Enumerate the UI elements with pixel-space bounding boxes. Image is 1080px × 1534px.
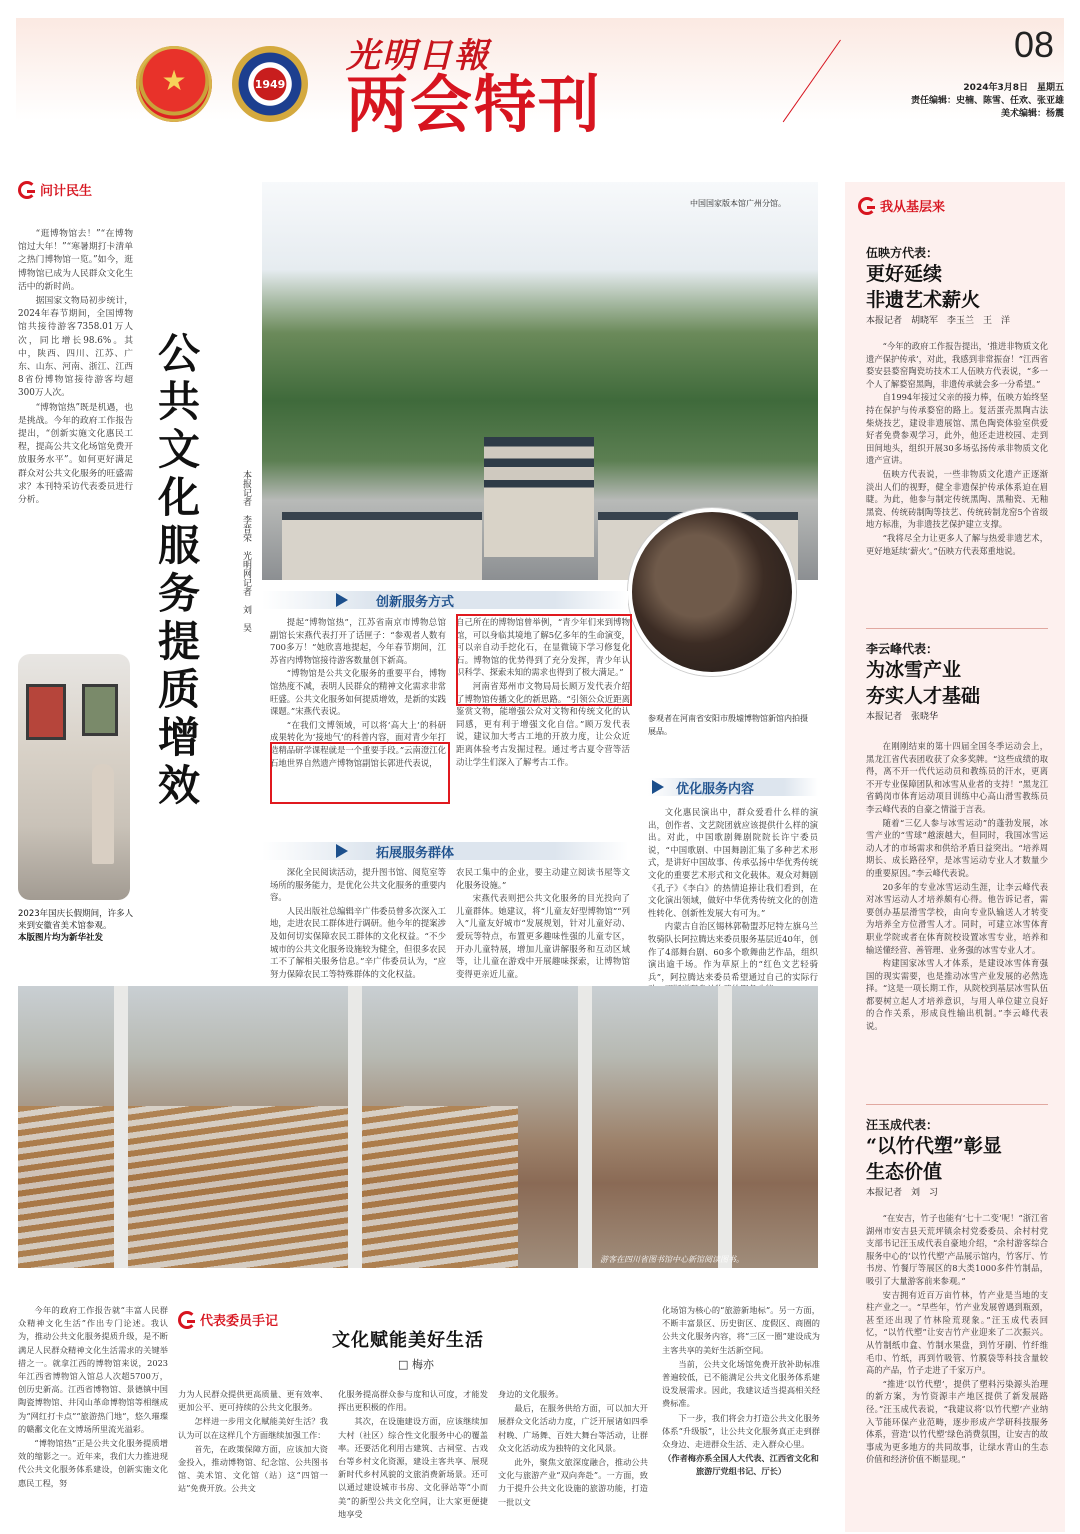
guangming-g-icon — [178, 1311, 196, 1329]
notes-paragraph: 身边的文化服务。 — [498, 1389, 564, 1399]
notes-paragraph: 此外，聚焦文旅深度融合，推动公共文化与旅游产业“双向奔赴”。一方面，致力于提升公共文化设施的旅游功能，打造一批以文 — [498, 1457, 648, 1507]
rep-paragraph: 20多年的专业冰雪运动生涯，让李云峰代表对冰雪运动人才培养颇有心得。他告诉记者，需要创办基层滑雪学校，由向专业队输送人才转变为培养全方位滑雪人才。同时，可建立冰雪体育职业学院或者在体育院校设置冰雪专业，培养和输送懂经营、善管理、业务强的冰雪专业人才。 — [866, 881, 1048, 955]
section-label: 问计民生 — [40, 184, 93, 199]
author-note: （作者梅亦系全国人大代表、江西省文化和旅游厅党组书记、厅长） — [663, 1453, 819, 1477]
painting — [26, 684, 66, 740]
rep-article — [866, 740, 1048, 1034]
highlight-box — [270, 742, 450, 804]
triangle-icon — [336, 593, 348, 607]
library-photo-caption: 游客在四川省图书馆中心新馆阅读图书。 — [600, 1255, 744, 1264]
rep-paragraph: 在刚刚结束的第十四届全国冬季运动会上，黑龙江省代表团收获了众多奖牌。“这些成绩的取得，离不开一代代运动员和教练员的汗水，更离不开专业保障团队和冰雪从业者的支持！”黑龙江省鹤岗市体育运动项目训练中心高山滑雪教练员李云峰代表的自豪之情溢于言表。 — [866, 741, 1048, 814]
pillar — [114, 986, 128, 1268]
notes-paragraph: 当前，公共文化场馆免费开放补助标准普遍较低，已不能满足公共文化服务体系建设发展需求。因此，我建议适当提高相关经费标准。 — [662, 1358, 820, 1409]
rep-paragraph: 自1994年接过父亲的接力棒，伍映方始终坚持在保护与传承婺窑的路上。复活蛋壳黑陶古法柴烧技艺，建设非遗展馆、黑色陶瓷体验室供爱好者免费参观学习，此外，他还走进校园、走到田间地头，组织开展30多场弘扬传承非物质文化遗产宣讲。 — [866, 392, 1048, 466]
notes-author: □ 梅亦 — [398, 1358, 434, 1371]
museum-photo-caption: 中国国家版本馆广州分馆。 — [690, 199, 786, 208]
rep-title: 更好延续 — [866, 263, 943, 285]
article-column — [270, 866, 446, 981]
bookshelf-stairs — [18, 1106, 518, 1268]
rep-paragraph: 随着“三亿人参与冰雪运动”的蓬勃发展，冰雪产业的“雪球”越滚越大，但同时，我国冰雪运动人才的市场需求和供给矛盾日益突出。“培养周期长、成长路径窄，是冰雪运动专业人才数量少的重要原因。”李云峰代表说。 — [866, 817, 1048, 878]
notes-paragraph: 最后，在服务供给方面，可以加大开展群众文化活动力度，广泛开展诸如四季村晚、广场舞、百姓大舞台等活动，让群众文化活动成为独特的文化风景。 — [498, 1403, 648, 1453]
main-title: 公共文化服务提质增效 — [158, 329, 201, 810]
date-line: 2024年3月8日 星期五 — [963, 83, 1064, 93]
notes-column — [338, 1388, 488, 1522]
section-head-notes — [178, 1310, 278, 1329]
rep-title: 生态价值 — [866, 1161, 943, 1183]
pillar — [348, 986, 362, 1268]
library-photo — [18, 986, 818, 1268]
notes-title: 文化赋能美好生活 — [332, 1330, 484, 1351]
section-head-minsheng — [18, 180, 133, 199]
visitor-circle-photo — [628, 508, 796, 676]
painting — [82, 684, 118, 736]
header-meta — [876, 82, 1064, 121]
section-head-grassroots — [858, 196, 945, 215]
notes-paragraph: “博物馆热”正是公共文化服务提质增效的缩影之一。近年来，我们大力推进现代公共文化服务体系建设，创新实施文化惠民工程，努 — [18, 1438, 168, 1488]
triangle-icon — [652, 780, 664, 794]
rep-header — [866, 1116, 1048, 1198]
intro-paragraph: 据国家文物局初步统计，2024年春节期间，全国博物馆共接待游客7358.01万人次，同比增长98.6%。其中，陕西、四川、江苏、广东、山东、河南、浙江、江西8省份博物馆接待游客均超300万人次。 — [18, 296, 133, 399]
photo-caption — [18, 908, 136, 944]
rep-title: 为冰雪产业 — [866, 659, 962, 681]
rep-paragraph: 构建国家冰雪人才体系，是建设冰雪体育强国的现实需要，也是推动冰雪产业发展的必然选择。“这是一项长期工作，从院校到基层冰雪队伍都要树立起人才培养意识，与用人单位建立良好的合作关系，形成良性输出机制。”李云峰代表说。 — [866, 958, 1048, 1032]
article-paragraph: 宋燕代表则把公共文化服务的目光投向了儿童群体。她建议，将“儿童友好型博物馆”“列入”儿童友好城市“发展规划，针对儿童好动、爱玩等特点，布置更多趣味性强的儿童专区，开办儿童特展，增加儿童讲解服务和互动区域等，让儿童在游戏中开展趣味探索，让博物馆变得更亲近儿童。 — [456, 893, 630, 979]
pillar — [578, 986, 592, 1268]
subhead-label: 拓展服务群体 — [376, 845, 455, 861]
intro-paragraph: “博物馆热”既是机遇，也是挑战。今年的政府工作报告提出，“创新实施文化惠民工程，提高公共文化场馆免费开放服务水平”。如何更好满足群众对公共文化服务的旺盛需求？本刊特采访代表委员进行分析。 — [18, 402, 133, 506]
main-byline: 本报记者 李晋荣 光明网记者 刘 昊 — [241, 470, 251, 632]
caption-text: 2023年国庆长假期间，许多人来到安徽省美术馆参观。 — [18, 909, 134, 931]
cppcc-emblem-icon: 1949 — [232, 46, 308, 122]
circle-photo-caption: 参观者在河南省安阳市殷墟博物馆新馆内拍摄展品。 — [648, 714, 808, 736]
subhead-innovate — [262, 591, 628, 609]
museum-wing — [282, 512, 482, 580]
pillar — [718, 986, 732, 1268]
gallery-photo — [18, 654, 130, 900]
art-editor-line: 美术编辑：杨震 — [1000, 109, 1064, 119]
national-emblem-icon: ★ — [136, 46, 212, 122]
notes-column — [498, 1388, 648, 1510]
rep-paragraph: 安吉拥有近百万亩竹林，竹产业是当地的支柱产业之一。“早些年，竹产业发展曾遇到瓶颈，甚至还出现了竹林险荒现象。”汪玉成代表回忆，“以竹代塑”让安吉竹产业迎来了二次振兴。从竹制纸巾盒、竹制水果盘，到竹牙刷、竹纤维毛巾、竹纸，再到竹吸管、竹膜袋等科技含量较高的产品，竹子走进了千家万户。 — [866, 1289, 1048, 1376]
section-label: 我从基层来 — [880, 200, 946, 215]
rep-paragraph: “在安吉，竹子也能有‘七十二变’呢！”浙江省湖州市安吉县天荒坪镇余村党委委员、余村村党支部书记汪玉成代表自豪地介绍，“余村游客综合服务中心的‘以竹代塑’产品展示馆内，竹客厅、竹书房、竹餐厅等展区的8大类1000多件竹制品，吸引了大量游客前来参观。” — [866, 1213, 1048, 1286]
notes-column — [178, 1388, 328, 1497]
museum-tower — [484, 437, 594, 557]
masthead — [0, 0, 1080, 150]
article-paragraph: “博物馆是公共文化服务的重要平台，博物馆热度不减，表明人民群众的精神文化需求非常旺盛。公共文化服务如何提质增效，是新的实践课题。”宋燕代表说。 — [270, 668, 446, 717]
guangming-g-icon — [858, 197, 876, 215]
rep-name: 汪玉成代表： — [866, 1118, 939, 1132]
notes-paragraph: 力为人民群众提供更高质量、更有效率、更加公平、更可持续的公共文化服务。 — [178, 1389, 328, 1413]
notes-column — [18, 1304, 168, 1491]
article-paragraph: 深化全民阅读活动，提升图书馆、阅览室等场所的服务能力，是优化公共文化服务的重要内容。 — [270, 867, 446, 903]
subhead-expand — [262, 842, 628, 860]
rep-title: 非遗艺术薪火 — [866, 289, 981, 311]
article-paragraph: 内蒙古自治区锡林郭勒盟苏尼特左旗乌兰牧骑队长阿拉腾达来委员服务基层近40年，创作了4部舞台剧、60多个歌舞曲艺作品，组织演出逾千场。作为草原上的“红色文艺轻骑兵”，阿拉腾达来委员希望通过自己的实际行 — [648, 921, 818, 982]
rep-paragraph: “今年的政府工作报告提出，‘推进非物质文化遗产保护传承’，对此，我感到非常振奋！”江西省婺安县婺窑陶瓷坊技术工人伍映方代表说，“多一个人了解婺窑黑陶，非遗传承就会多一分希望。” — [866, 341, 1048, 389]
subhead-label: 创新服务方式 — [376, 594, 455, 610]
notes-paragraph: 首先，在政策保障方面，应该加大资金投入，推动博物馆、纪念馆、公共图书馆、美术馆、文化馆（站）这“四馆一站”免费开放。公共文 — [178, 1443, 328, 1494]
editors-line: 责任编辑：史楠、陈雪、任欢、张亚雄 — [910, 96, 1064, 106]
subhead-optimize — [648, 778, 818, 796]
rep-header — [866, 244, 1048, 326]
rep-name: 李云峰代表： — [866, 642, 939, 656]
article-paragraph: 提起“博物馆热”，江苏省南京市博物总馆副馆长宋燕代表打开了话匣子：“参观者人数有700多万！”她欣喜地提起，今年春节期间，江苏省内博物馆接待游客数量创下新高。 — [270, 617, 446, 665]
notes-paragraph: 下一步，我们将会力打造公共文化服务体系“升级版”，让公共文化服务真正走到群众身边、走进群众生活、走入群众心里。 — [662, 1412, 820, 1450]
rep-title: 夯实人才基础 — [866, 685, 981, 707]
rep-paragraph: “推进‘以竹代塑’，提供了塑料污染源头治理的新方案，为竹资源丰产地区提供了新发展路径。”汪玉成代表说，“我建议将‘以竹代塑’产业纳入节能环保产业范畴，逐步形成产学研科技服务体系，营造‘以竹代塑’绿色消费氛围，让安吉的故事成为更多地方的共同故事，让绿水青山的生态价值和经济价值不断显现。” — [866, 1378, 1048, 1465]
rep-byline: 本报记者 刘 习 — [866, 1188, 939, 1198]
notes-paragraph: 其次，在设施建设方面，应该继续加大村（社区）综合性文化服务中心的覆盖率。还要活化利用古建筑、古祠堂、古戏台等乡村文化资源，建设主客共享、展现新时代乡村风貌的文旅消费新场景。还可以通过建设城市书房、文化驿站等“小而美”的新型公共文化空间，让大家更便捷地享受 — [338, 1416, 488, 1519]
rep-header — [866, 640, 1048, 722]
subhead-label: 优化服务内容 — [676, 781, 755, 797]
article-paragraph: 自己所在的博物馆曾举例，“青少年们来到博物馆，可以身临其境地了解5亿多年的生命演变，可以亲自动手挖化石，在显微镜下学习修复化石。博物馆的优势得到了充分发挥，青少年认识科学、探索未知的需求也得到了极大满足。” — [456, 617, 630, 678]
notes-column — [662, 1304, 820, 1480]
rep-paragraph: 伍映方代表说，一些非物质文化遗产正逐渐淡出人们的视野，健全非遗保护传承体系迫在眉睫。为此，他参与制定传统黑陶、黑釉瓷、无釉黑瓷、传统砖制陶等技艺、传统砖制龙窑5个省级地方标准，为非遗技艺保护建立支撑。 — [866, 468, 1048, 530]
article-paragraph: 农民工集中的企业，要主动建立阅读书屋等文化服务设施。” — [456, 867, 630, 890]
section-label: 代表委员手记 — [200, 1314, 279, 1329]
article-column — [456, 866, 630, 981]
article-paragraph: “在我们文博领域，可以将‘高大上’的科研成果转化为‘接地气’的科普内容，面对青少年打造精品研学课程就是一个重要手段。”云南澄江化石地世界自然遗产博物馆副馆长郭进代表说， — [270, 719, 446, 768]
photo-credit: 本版图片均为新华社发 — [18, 933, 104, 943]
paper-name: 光明日報 — [346, 36, 490, 76]
special-edition-title: 两会特刊 — [346, 68, 603, 141]
article-paragraph: 河南省郑州市文物局局长顾万发代表介绍了博物馆传播文化的新思路。“引领公众近距离鉴赏文物，能增强公众对文物和传统文化的认同感，更有利于增强文化自信。”顾万发代表说，建议加大考古工地的开放力度，让公众近距离体验考古发掘过程。通过考古夏令营等活动让学生们深入了解考古工作。 — [456, 680, 630, 767]
rep-article — [866, 340, 1048, 558]
rep-article — [866, 1212, 1048, 1467]
article-paragraph: 人民出版社总编辑辛广伟委员曾多次深入工地，走进农民工群体进行调研。他今年的提案涉及如何切实保障农民工群体的文化权益。“不少城市的公共文化服务设施较为健全，但很多农民工不了解相关服务信息。”辛广伟委员认为，“应努力保障农民工等特殊群体的文化权益。 — [270, 905, 446, 979]
notes-paragraph: 怎样进一步用文化赋能美好生活？我认为可以在这样几个方面继续加强工作： — [178, 1416, 328, 1440]
article-column — [648, 806, 818, 997]
rep-divider — [866, 1104, 1048, 1105]
page-number: 08 — [1014, 24, 1055, 65]
intro-paragraph: “逛博物馆去！”“在博物馆过大年！”“寒暑期打卡清单之热门博物馆一览。”如今，逛博物馆已成为人民群众文化生活中的新时尚。 — [18, 229, 133, 292]
notes-paragraph: 今年的政府工作报告就“丰富人民群众精神文化生活”作出专门论述。我认为，推动公共文化服务提质升级，是不断满足人民群众精神文化生活需求的关键举措之一。就拿江西的博物馆来说，2023年江西省博物馆入馆总人次超5700万，创历史新高。江西省博物馆、景德镇中国陶瓷博物馆、井冈山革命博物馆等相继成为“网红打卡点”“旅游热门地”，悠久璀璨的赣鄱文化在文博场所里流光溢彩。 — [18, 1305, 168, 1434]
visitor-figure — [92, 764, 114, 864]
rep-divider — [866, 628, 1048, 629]
intro-text — [18, 228, 133, 508]
rep-name: 伍映方代表： — [866, 246, 939, 260]
article-paragraph: 文化惠民演出中，群众爱看什么样的演出，创作者、文艺院团就应该提供什么样的演出。对此，中国歌剧舞剧院院长许宁委员说，“中国歌剧、中国舞剧汇集了多种艺术形式，是讲好中国故事、传承弘扬中华优秀传统文化的重要艺术形式和文化载体。观众对舞剧《孔子》《李白》的热情追捧让我们看到，在文化演出领域，做好中华优秀传统文化的创造性转化、创新性发展大有可为。” — [648, 807, 818, 918]
highlight-box — [456, 614, 632, 706]
rep-byline: 本报记者 张晓华 — [866, 712, 939, 722]
triangle-icon — [336, 844, 348, 858]
rep-byline: 本报记者 胡晓军 李玉兰 王 洋 — [866, 316, 1011, 326]
rep-title: “以竹代塑”彰显 — [866, 1135, 1002, 1157]
notes-paragraph: 化场馆为核心的“旅游新地标”。另一方面，不断丰富景区、历史街区、度假区、商圈的公共文化服务内容，将“三区一圈”建设成为主客共享的美好生活新空间。 — [662, 1305, 820, 1355]
guangming-g-icon — [18, 181, 36, 199]
notes-paragraph: 化服务提高群众参与度和认可度，才能发挥出更积极的作用。 — [338, 1389, 488, 1413]
rep-paragraph: “我将尽全力让更多人了解与热爱非遗艺术，更好地延续‘薪火’。”伍映方代表郑重地说。 — [866, 532, 1048, 556]
